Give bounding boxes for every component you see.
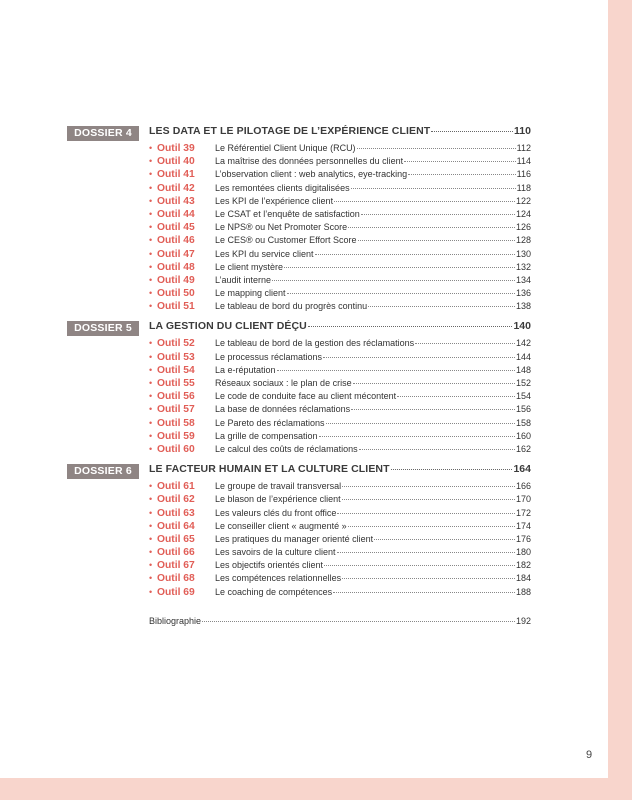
tool-title: Les savoirs de la culture client	[215, 547, 336, 558]
tool-title: Les compétences relationnelles	[215, 573, 342, 584]
tool-page: 144	[515, 351, 531, 362]
bullet-icon: •	[149, 195, 153, 206]
tool-number: Outil 55	[157, 378, 195, 389]
toc-entry[interactable]	[67, 547, 531, 560]
toc-entry[interactable]	[67, 508, 531, 521]
bullet-icon: •	[149, 586, 153, 597]
dossier-page: 140	[513, 320, 531, 333]
tool-number: Outil 39	[157, 143, 195, 154]
dot-leader	[323, 357, 515, 358]
tool-page: 172	[515, 507, 531, 518]
dot-leader	[358, 240, 515, 241]
toc-entry[interactable]	[67, 534, 531, 547]
dossier-section	[67, 463, 531, 600]
tool-title: Les remontées clients digitalisées	[215, 182, 350, 193]
dot-leader	[277, 370, 515, 371]
bullet-icon: •	[149, 391, 153, 402]
toc-entry[interactable]	[67, 288, 531, 301]
dot-leader	[337, 552, 515, 553]
toc-entry[interactable]	[67, 275, 531, 288]
dot-leader	[324, 565, 515, 566]
tool-title: Les pratiques du manager orienté client	[215, 533, 374, 544]
tool-page: 132	[515, 261, 531, 272]
dot-leader	[334, 201, 515, 202]
dossier-page: 110	[514, 125, 531, 137]
tool-page: 136	[515, 288, 531, 299]
dot-leader	[308, 326, 513, 327]
bibliography-entry[interactable]	[67, 616, 531, 626]
tool-title: Le tableau de bord du progrès continu	[215, 301, 368, 312]
tool-title: Les valeurs clés du front office	[215, 507, 337, 518]
tool-title: Le blason de l’expérience client	[215, 494, 341, 505]
dot-leader	[202, 621, 515, 622]
tool-page: 126	[515, 222, 531, 233]
dot-leader	[319, 436, 515, 437]
bullet-icon: •	[149, 208, 153, 219]
tool-title: La base de données réclamations	[215, 404, 351, 415]
tool-title: L’observation client : web analytics, eye-tracking	[215, 169, 408, 180]
tool-page: 188	[515, 586, 531, 597]
bullet-icon: •	[149, 443, 153, 454]
tool-number: Outil 54	[157, 364, 195, 376]
bullet-icon: •	[149, 417, 153, 428]
toc-entry[interactable]	[67, 378, 531, 391]
bullet-icon: •	[149, 573, 153, 584]
dossier-heading-row	[149, 125, 531, 141]
toc-entry[interactable]	[67, 352, 531, 365]
tool-title: La maîtrise des données personnelles du client	[215, 156, 404, 167]
bullet-icon: •	[149, 169, 153, 180]
tool-page: 182	[515, 560, 531, 571]
toc-entry[interactable]	[67, 404, 531, 417]
bullet-icon: •	[149, 507, 153, 518]
dot-leader	[287, 293, 515, 294]
dossier-heading[interactable]	[67, 125, 531, 141]
tool-number: Outil 52	[157, 338, 195, 350]
tool-title: Le tableau de bord de la gestion des réclamations	[215, 338, 415, 349]
tool-page: 152	[515, 378, 531, 388]
dossier-page: 164	[513, 463, 531, 476]
page-number: 9	[586, 749, 593, 761]
tool-title: Le Référentiel Client Unique (RCU)	[215, 143, 356, 153]
bullet-icon: •	[149, 222, 153, 233]
tool-page: 124	[515, 208, 531, 219]
dossier-heading-row	[149, 463, 531, 479]
toc-entry[interactable]	[67, 338, 531, 351]
toc-entry[interactable]	[67, 494, 531, 507]
tool-page: 170	[515, 494, 531, 505]
dossier-section	[67, 125, 531, 314]
bullet-icon: •	[149, 560, 153, 571]
tool-page: 154	[515, 391, 531, 402]
toc-entry[interactable]	[67, 560, 531, 573]
toc-entry[interactable]	[67, 391, 531, 404]
bullet-icon: •	[149, 533, 153, 544]
tool-page: 176	[515, 533, 531, 544]
bullet-icon: •	[149, 430, 153, 441]
toc-entry[interactable]	[67, 249, 531, 262]
dot-leader	[353, 383, 515, 384]
tool-title: Le calcul des coûts de réclamations	[215, 443, 358, 454]
tool-page: 174	[515, 520, 531, 531]
dot-leader	[333, 592, 515, 593]
tool-number: Outil 43	[157, 195, 195, 207]
tool-page: 134	[515, 274, 531, 285]
dot-leader	[359, 449, 515, 450]
tool-number: Outil 57	[157, 404, 195, 416]
toc-entry[interactable]	[67, 444, 531, 457]
tool-number: Outil 56	[157, 391, 195, 403]
tool-number: Outil 59	[157, 430, 195, 442]
tool-number: Outil 47	[157, 248, 195, 260]
tool-page: 138	[515, 301, 531, 312]
dossier-title: LE FACTEUR HUMAIN ET LA CULTURE CLIENT	[149, 463, 390, 476]
bullet-icon: •	[149, 338, 153, 349]
dossier-title: LES DATA ET LE PILOTAGE DE L’EXPÉRIENCE CLIENT	[149, 125, 431, 137]
tool-number: Outil 67	[157, 560, 195, 572]
tool-page: 118	[516, 182, 531, 193]
bullet-icon: •	[149, 547, 153, 558]
tool-page: 162	[515, 443, 531, 454]
dot-leader	[415, 343, 515, 344]
bullet-icon: •	[149, 364, 153, 375]
tool-page: 116	[516, 169, 531, 180]
toc-entry[interactable]	[67, 196, 531, 209]
tool-number: Outil 44	[157, 208, 195, 220]
tool-title: Réseaux sociaux : le plan de crise	[215, 378, 352, 388]
toc-entry[interactable]	[67, 481, 531, 494]
toc-entry[interactable]	[67, 521, 531, 534]
dossier-heading-row	[149, 320, 531, 336]
tool-title: Le CSAT et l’enquête de satisfaction	[215, 208, 360, 219]
tool-number: Outil 53	[157, 351, 195, 363]
dot-leader	[348, 526, 515, 527]
dot-leader	[342, 486, 515, 487]
dot-leader	[391, 469, 513, 470]
bullet-icon: •	[149, 156, 153, 167]
tool-number: Outil 69	[157, 586, 195, 598]
bullet-icon: •	[149, 494, 153, 505]
tool-title: Le NPS® ou Net Promoter Score	[215, 222, 348, 233]
tool-title: Le Pareto des réclamations	[215, 417, 325, 428]
bullet-icon: •	[149, 301, 153, 312]
tool-number: Outil 63	[157, 507, 195, 519]
tool-number: Outil 41	[157, 169, 195, 181]
dossier-section	[67, 320, 531, 457]
tool-title: Le client mystère	[215, 261, 284, 272]
bullet-icon: •	[149, 143, 153, 153]
tool-page: 180	[515, 547, 531, 558]
toc-entry[interactable]	[67, 301, 531, 314]
tool-number: Outil 65	[157, 533, 195, 545]
tool-number: Outil 42	[157, 182, 195, 194]
dot-leader	[342, 578, 515, 579]
tool-title: Le conseiller client « augmenté »	[215, 520, 347, 531]
table-of-contents	[67, 125, 531, 626]
bullet-icon: •	[149, 274, 153, 285]
toc-entry[interactable]	[67, 418, 531, 431]
dot-leader	[315, 254, 515, 255]
toc-entry[interactable]	[67, 365, 531, 378]
bibliography-page: 192	[515, 615, 531, 626]
tool-title: Les KPI du service client	[215, 248, 314, 259]
tool-page: 114	[516, 156, 531, 167]
toc-entry[interactable]	[67, 587, 531, 600]
tool-number: Outil 62	[157, 494, 195, 506]
dot-leader	[342, 499, 515, 500]
tool-page: 128	[515, 235, 531, 246]
tool-number: Outil 50	[157, 288, 195, 300]
tool-page: 130	[515, 248, 531, 259]
toc-entry[interactable]	[67, 209, 531, 222]
dossier-label: DOSSIER 5	[67, 321, 139, 336]
dot-leader	[348, 227, 515, 228]
dot-leader	[408, 174, 516, 175]
tool-title: Le groupe de travail transversal	[215, 481, 342, 492]
dossier-heading[interactable]	[67, 320, 531, 336]
tool-number: Outil 60	[157, 443, 195, 455]
toc-entry[interactable]	[67, 169, 531, 182]
tool-title: Le code de conduite face au client mécontent	[215, 391, 397, 402]
tool-page: 156	[515, 404, 531, 415]
bullet-icon: •	[149, 248, 153, 259]
bullet-icon: •	[149, 378, 153, 388]
tool-page: 142	[515, 338, 531, 349]
dossier-heading[interactable]	[67, 463, 531, 479]
tool-number: Outil 49	[157, 274, 195, 286]
tool-number: Outil 48	[157, 261, 195, 273]
dot-leader	[351, 188, 516, 189]
bullet-icon: •	[149, 261, 153, 272]
tool-number: Outil 46	[157, 235, 195, 247]
toc-entry[interactable]	[67, 222, 531, 235]
dot-leader	[326, 423, 515, 424]
toc-entry[interactable]	[67, 431, 531, 444]
tool-page: 160	[515, 430, 531, 441]
toc-entry[interactable]	[67, 262, 531, 275]
dot-leader	[404, 161, 516, 162]
bullet-icon: •	[149, 520, 153, 531]
tool-number: Outil 51	[157, 301, 195, 313]
tool-page: 184	[515, 573, 531, 584]
tool-title: La grille de compensation	[215, 430, 318, 441]
dot-leader	[368, 306, 515, 307]
dot-leader	[361, 214, 515, 215]
dot-leader	[431, 131, 513, 132]
dot-leader	[337, 513, 515, 514]
tool-number: Outil 68	[157, 573, 195, 585]
tool-title: Les objectifs orientés client	[215, 560, 324, 571]
dot-leader	[397, 396, 515, 397]
dot-leader	[272, 280, 515, 281]
dossier-label: DOSSIER 6	[67, 464, 139, 479]
tool-title: Les KPI de l’expérience client	[215, 195, 334, 206]
dot-leader	[284, 267, 515, 268]
dot-leader	[351, 409, 515, 410]
tool-title: La e-réputation	[215, 364, 276, 375]
tool-number: Outil 40	[157, 156, 195, 168]
tool-page: 158	[515, 417, 531, 428]
toc-entry[interactable]	[67, 156, 531, 169]
tool-page: 112	[516, 143, 531, 153]
tool-title: Le CES® ou Customer Effort Score	[215, 235, 357, 246]
bullet-icon: •	[149, 404, 153, 415]
tool-title: Le processus réclamations	[215, 351, 323, 362]
bullet-icon: •	[149, 182, 153, 193]
tool-title: Le coaching de compétences	[215, 586, 333, 597]
bullet-icon: •	[149, 288, 153, 299]
tool-page: 166	[515, 481, 531, 492]
tool-title: L’audit interne	[215, 274, 272, 285]
toc-entry[interactable]	[67, 573, 531, 586]
toc-entry[interactable]	[67, 235, 531, 248]
tool-number: Outil 64	[157, 520, 195, 532]
tool-number: Outil 66	[157, 547, 195, 559]
bullet-icon: •	[149, 235, 153, 246]
bullet-icon: •	[149, 351, 153, 362]
bullet-icon: •	[149, 481, 153, 492]
dossier-label: DOSSIER 4	[67, 126, 139, 141]
tool-number: Outil 61	[157, 481, 195, 493]
dot-leader	[357, 148, 516, 149]
tool-page: 148	[515, 364, 531, 375]
tool-page: 122	[515, 195, 531, 206]
tool-number: Outil 45	[157, 222, 195, 234]
tool-title: Le mapping client	[215, 288, 286, 299]
dot-leader	[374, 539, 515, 540]
bibliography-title: Bibliographie	[149, 615, 202, 626]
dossier-title: LA GESTION DU CLIENT DÉÇU	[149, 320, 307, 333]
toc-entry[interactable]	[67, 143, 531, 156]
tool-number: Outil 58	[157, 417, 195, 429]
toc-entry[interactable]	[67, 183, 531, 196]
